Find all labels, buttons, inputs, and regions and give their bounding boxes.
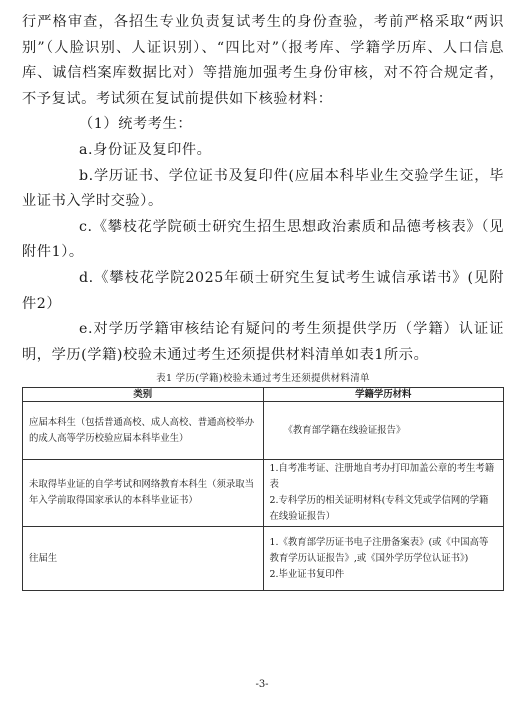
- material-item: 2.毕业证书复印件: [269, 568, 345, 580]
- table-caption: 表1 学历(学籍)校验未通过考生还须提供材料清单: [156, 373, 370, 385]
- table-cell-materials: [263, 527, 504, 591]
- paragraph-unified-exam-heading: （1）统考考生：: [79, 116, 193, 133]
- materials-table: [22, 387, 504, 591]
- table-cell-materials: [263, 460, 504, 527]
- paragraph-item-e: e.对学历学籍审核结论有疑问的考生须提供学历（学籍）认证证明，学历(学籍)校验未通过考生还须提供材料清单如表1所示。: [22, 321, 504, 363]
- material-item: 1.《教育部学历证书电子注册备案表》(或《中国高等教育学历认证报告》,或《国外学历学位认证书》): [269, 536, 489, 564]
- table-cell-category: 应届本科生（包括普通高校、成人高校、普通高校举办的成人高等学历校验应届本科毕业生）: [23, 402, 264, 460]
- page-number: -3-: [255, 679, 269, 690]
- table-cell-category: 往届生: [23, 527, 264, 591]
- material-item: 《教育部学籍在线验证报告》: [283, 424, 406, 436]
- table-header-category: 类别: [23, 388, 264, 402]
- paragraph-item-b: b.学历证书、学位证书及复印件(应届本科毕业生交验学生证，毕业证书入学时交验）。: [22, 167, 504, 210]
- paragraph-item-a: a.身份证及复印件。: [79, 141, 212, 158]
- table-row: [23, 527, 504, 591]
- material-item: 1.自考准考证、注册地自考办打印加盖公章的考生考籍表: [269, 463, 495, 491]
- paragraph-item-c: c.《攀枝花学院硕士研究生招生思想政治素质和品德考核表》（见附件1）。: [22, 218, 504, 261]
- table-header-row: [23, 388, 504, 402]
- document-page: [22, 10, 504, 591]
- paragraph-item-d: d.《攀枝花学院2025年硕士研究生复试考生诚信承诺书》(见附件2）: [22, 269, 504, 312]
- table-cell-materials: [263, 402, 504, 460]
- table-row: [23, 460, 504, 527]
- paragraph-review: 行严格审查，各招生专业负责复试考生的身份查验，考前严格采取“两识别”（人脸识别、人证识别）、“四比对”（报考库、学籍学历库、人口信息库、诚信档案库数据比对）等措施加强考生身份审核，对不符合规定者，不予复试。考试须在复试前提供如下核验材料：: [22, 14, 504, 107]
- material-item: 2.专科学历的相关证明材料(专科文凭或学信网的学籍在线验证报告）: [269, 495, 489, 523]
- table-cell-category: 未取得毕业证的自学考试和网络教育本科生（须录取当年入学前取得国家承认的本科毕业证书）: [23, 460, 264, 527]
- table-row: [23, 402, 504, 460]
- table-header-materials: 学籍学历材料: [263, 388, 504, 402]
